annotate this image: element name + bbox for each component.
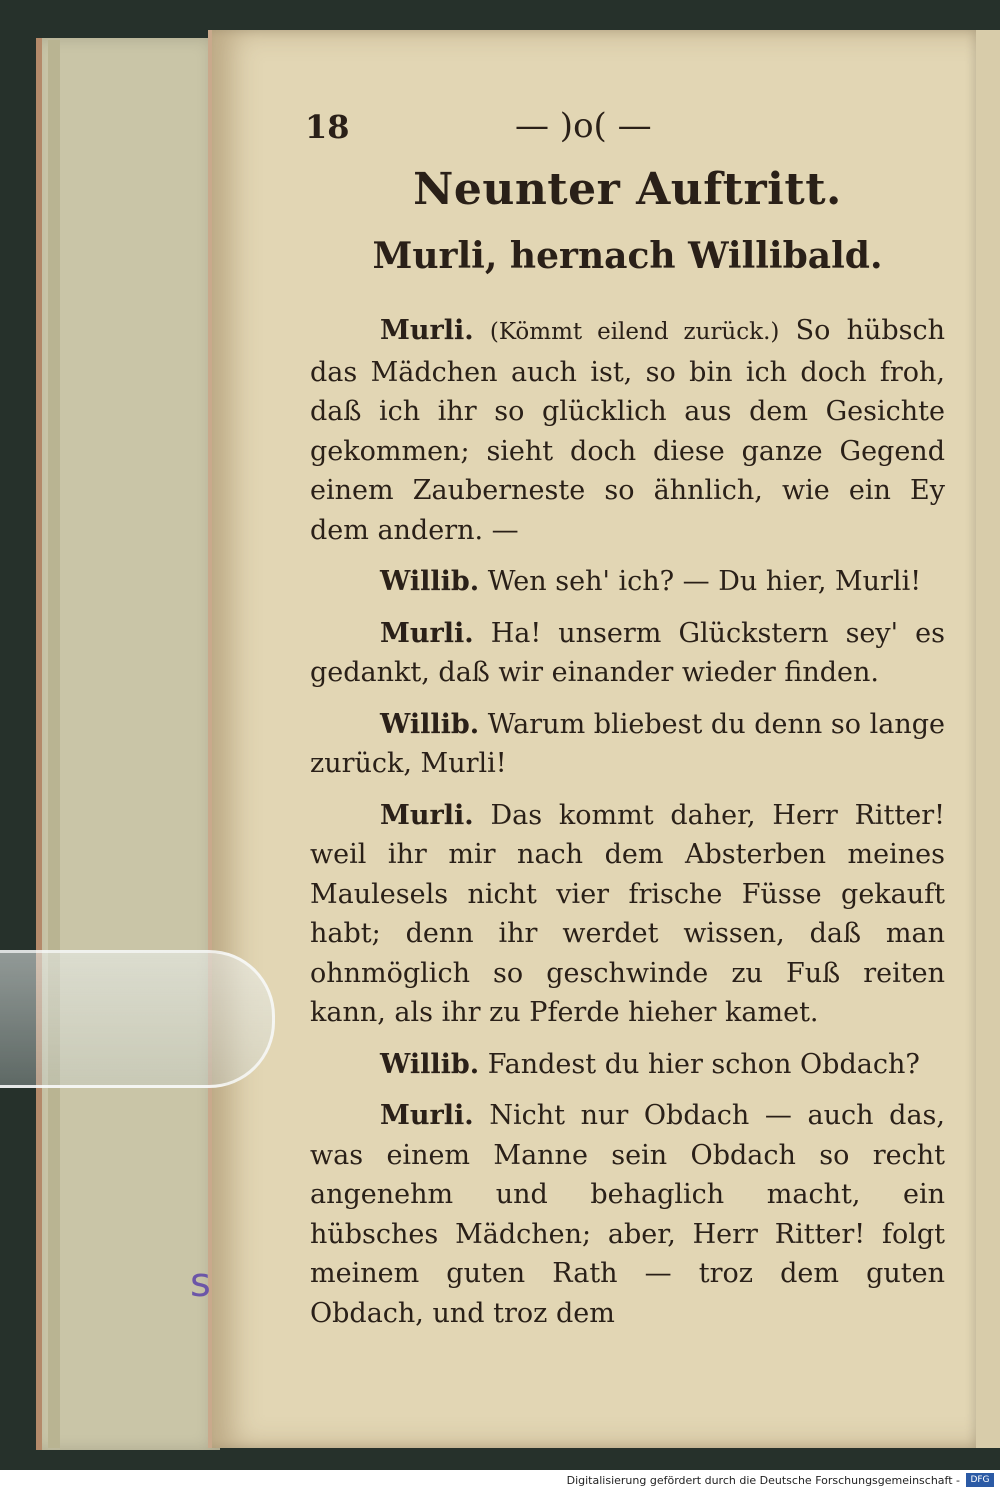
dfg-logo: DFG [966,1473,994,1487]
speaker-name: Willib. [380,566,480,597]
speaker-name: Murli. [380,799,474,831]
dialogue-text: Warum bliebest du denn so lange zurück, Murli! [310,708,945,779]
dialogue-text: Fandest du hier schon Obdach? [487,1048,920,1080]
glass-page-clip [0,950,275,1088]
speaker-name: Willib. [380,1048,480,1080]
header-ornament: — )o( — [515,106,652,146]
dialogue [310,311,945,1333]
dialogue-paragraph [310,614,945,693]
scene-title: Neunter Auftritt. [413,164,842,215]
page-text [305,100,945,1333]
speaker-name: Willib. [380,708,480,740]
dialogue-paragraph [310,1096,945,1333]
page-number: 18 [305,108,350,146]
page-right-edge [976,30,1000,1448]
dialogue-paragraph [310,311,945,550]
funding-credit: Digitalisierung gefördert durch die Deutsche Forschungsgemeinschaft - [566,1474,960,1487]
library-stamp-mark: s [190,1260,211,1306]
dialogue-text: So hübsch das Mädchen auch ist, so bin ich doch froh, daß ich ihr so glücklich aus dem Gesichte gekommen; sieht doch diese ganze Gegend einem Zauberneste so ähnlich, wie ein Ey dem andern. — [310,315,945,546]
dialogue-text: Nicht nur Obdach — auch das, was einem Manne sein Obdach so recht angenehm und behaglich macht, ein hübsches Mädchen; aber, Herr Ritter! folgt meinem guten Rath — troz dem guten Obdach, und troz dem [310,1100,945,1329]
dialogue-paragraph [310,562,945,602]
scene-characters: Murli, hernach Willibald. [372,235,883,277]
speaker-name: Murli. [380,617,474,649]
dialogue-paragraph [310,796,945,1033]
dialogue-paragraph [310,705,945,784]
speaker-name: Murli. [380,1100,474,1131]
book-edge [48,40,60,1448]
dialogue-paragraph [310,1045,945,1085]
dialogue-text: Das kommt daher, Herr Ritter! weil ihr mir nach dem Absterben meines Maulesels nicht vier frische Füsse gekauft habt; denn ihr werdet wissen, daß man ohnmöglich so geschwinde zu Fuß reiten kann, als ihr zu Pferde hieher kamet. [310,799,945,1028]
speaker-name: Murli. [380,315,474,346]
page-header [305,100,945,150]
stage-direction: (Kömmt eilend zurück.) [489,319,780,345]
dialogue-text: Wen seh' ich? — Du hier, Murli! [487,566,922,597]
book-back-cover [36,38,220,1450]
dialogue-text: Ha! unserm Glückstern sey' es gedankt, daß wir einander wieder finden. [310,617,945,688]
footer-bar [0,1470,1000,1492]
